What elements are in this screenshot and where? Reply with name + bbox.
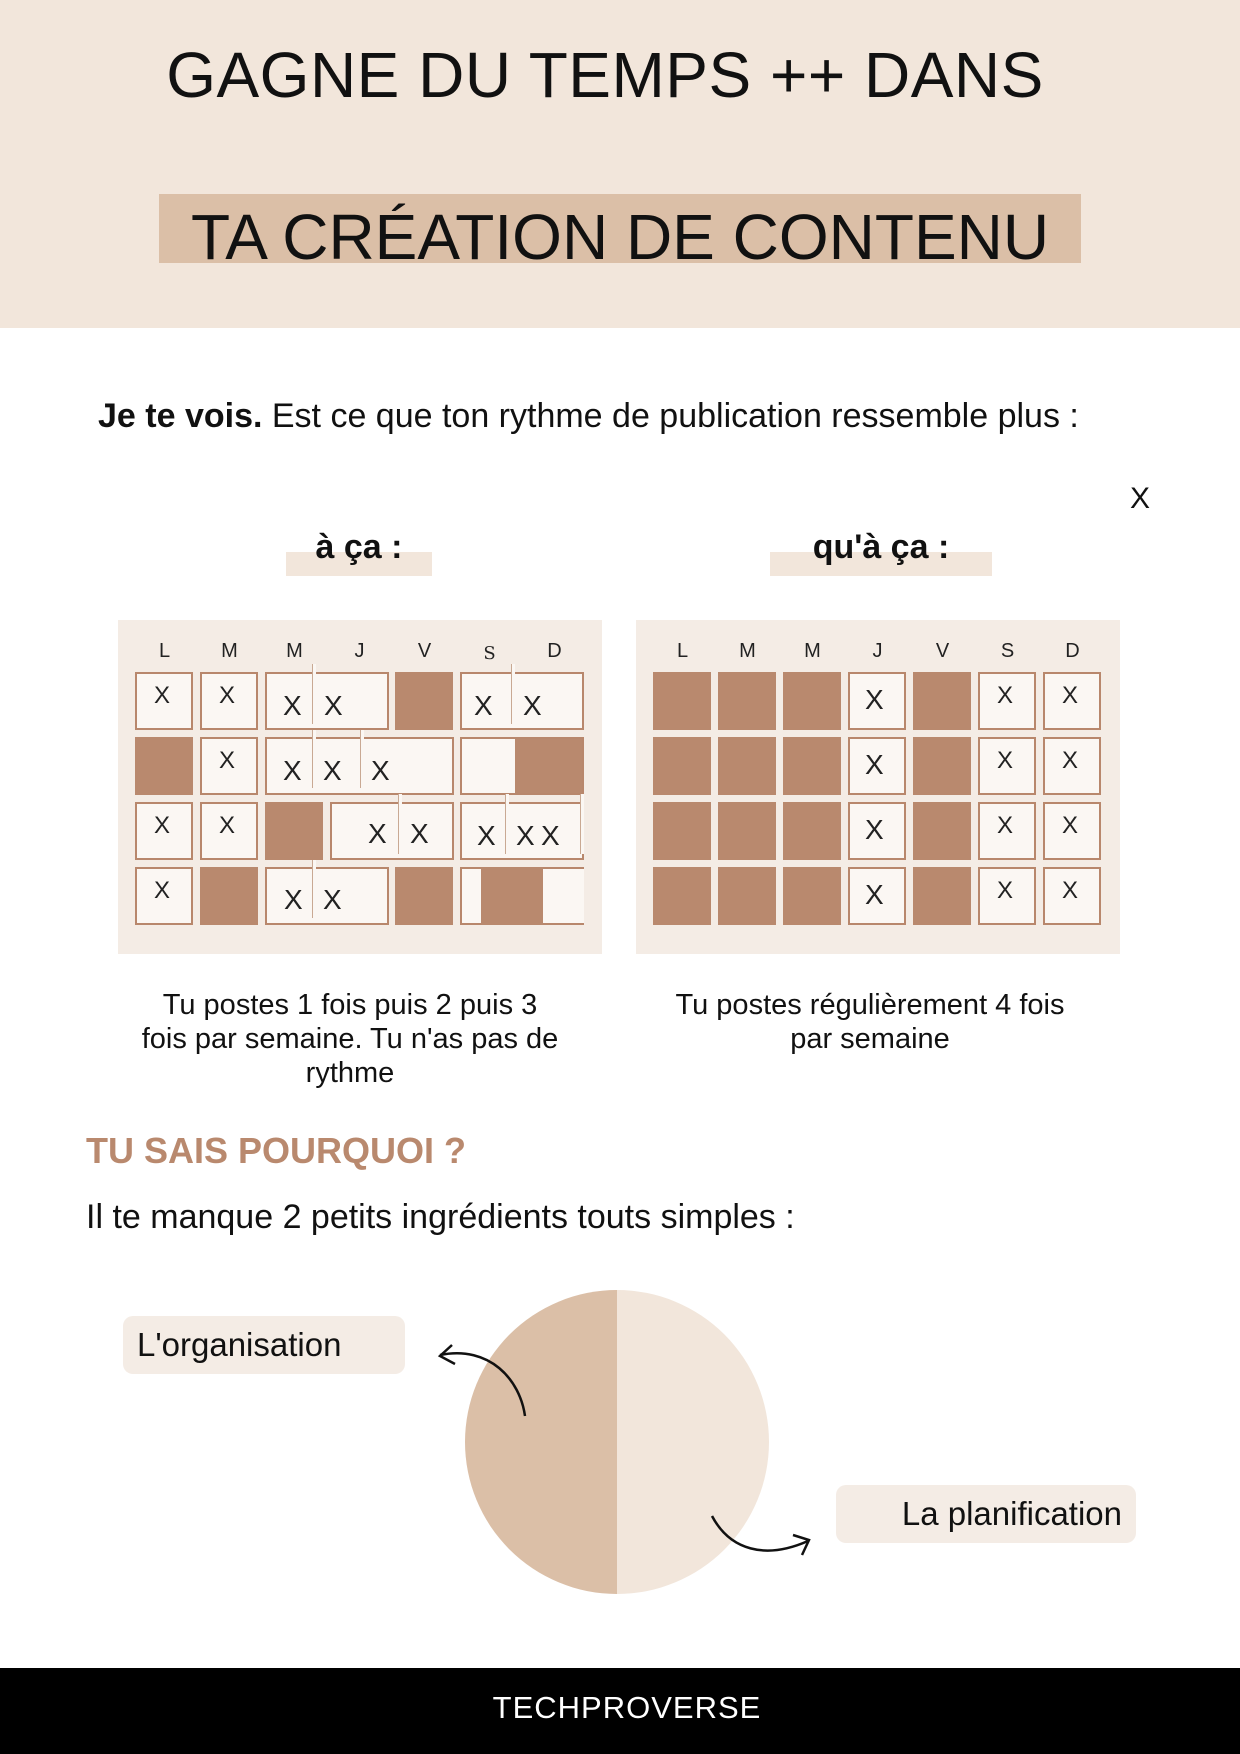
day-label: S	[1000, 640, 1015, 662]
x-mark: X	[154, 682, 171, 709]
x-mark: X	[1062, 877, 1079, 904]
day-label: M	[804, 640, 821, 662]
x-mark: X	[997, 812, 1014, 839]
pie-slice-organisation	[465, 1290, 617, 1594]
why-heading: TU SAIS POURQUOI ?	[86, 1130, 467, 1171]
x-mark: X	[219, 682, 236, 709]
day-label: D	[547, 640, 562, 662]
x-mark: X	[154, 877, 171, 904]
intro-bold: Je te vois.	[98, 397, 263, 435]
intro-text: Est ce que ton rythme de publication ressemble plus :	[262, 397, 1079, 435]
organisation-label: L'organisation	[137, 1326, 342, 1363]
page-title-line2: TA CRÉATION DE CONTENU	[190, 201, 1050, 273]
x-mark: X	[865, 684, 884, 715]
day-label: M	[739, 640, 756, 662]
x-mark: X	[368, 818, 387, 849]
left-calendar-title: à ça :	[315, 528, 403, 566]
x-mark: X	[1062, 812, 1079, 839]
day-label: J	[872, 640, 883, 662]
planification-label: La planification	[901, 1495, 1122, 1532]
day-label: V	[417, 640, 432, 662]
right-caption: Tu postes régulièrement 4 fois par semaine	[675, 989, 1065, 1055]
x-mark: X	[865, 749, 884, 780]
x-mark: X	[1062, 682, 1079, 709]
x-mark: X	[410, 818, 429, 849]
x-mark: X	[323, 755, 342, 786]
x-mark: X	[997, 747, 1014, 774]
day-label: J	[354, 640, 365, 662]
right-calendar-title: qu'à ça :	[812, 528, 950, 566]
day-label: M	[286, 640, 303, 662]
x-mark: X	[284, 884, 303, 915]
pie-slice-planification	[617, 1290, 769, 1594]
why-body: Il te manque 2 petits ingrédients touts simples :	[86, 1198, 795, 1236]
x-mark: X	[523, 690, 542, 721]
x-mark: X	[541, 820, 560, 851]
x-mark: X	[219, 747, 236, 774]
day-label: S	[483, 643, 496, 664]
x-mark: X	[474, 690, 493, 721]
x-mark: X	[323, 884, 342, 915]
x-mark: X	[324, 690, 343, 721]
day-label: D	[1065, 640, 1080, 662]
left-caption: Tu postes 1 fois puis 2 puis 3 fois par semaine. Tu n'as pas de rythme	[141, 989, 559, 1089]
x-mark: X	[283, 690, 302, 721]
x-mark: X	[371, 755, 390, 786]
x-mark: X	[219, 812, 236, 839]
page-title-line1: GAGNE DU TEMPS ++ DANS	[166, 39, 1044, 111]
x-mark: X	[865, 879, 884, 910]
x-mark: X	[154, 812, 171, 839]
x-mark: X	[1062, 747, 1079, 774]
x-mark: X	[516, 820, 535, 851]
footer-brand: TECHPROVERSE	[492, 1690, 762, 1725]
day-label: L	[158, 640, 171, 662]
x-mark: X	[477, 820, 496, 851]
x-mark: X	[997, 682, 1014, 709]
stray-x-mark: X	[1130, 482, 1151, 515]
day-label: M	[221, 640, 238, 662]
x-mark: X	[997, 877, 1014, 904]
x-mark: X	[283, 755, 302, 786]
day-label: V	[935, 640, 950, 662]
x-mark: X	[865, 814, 884, 845]
day-label: L	[676, 640, 689, 662]
